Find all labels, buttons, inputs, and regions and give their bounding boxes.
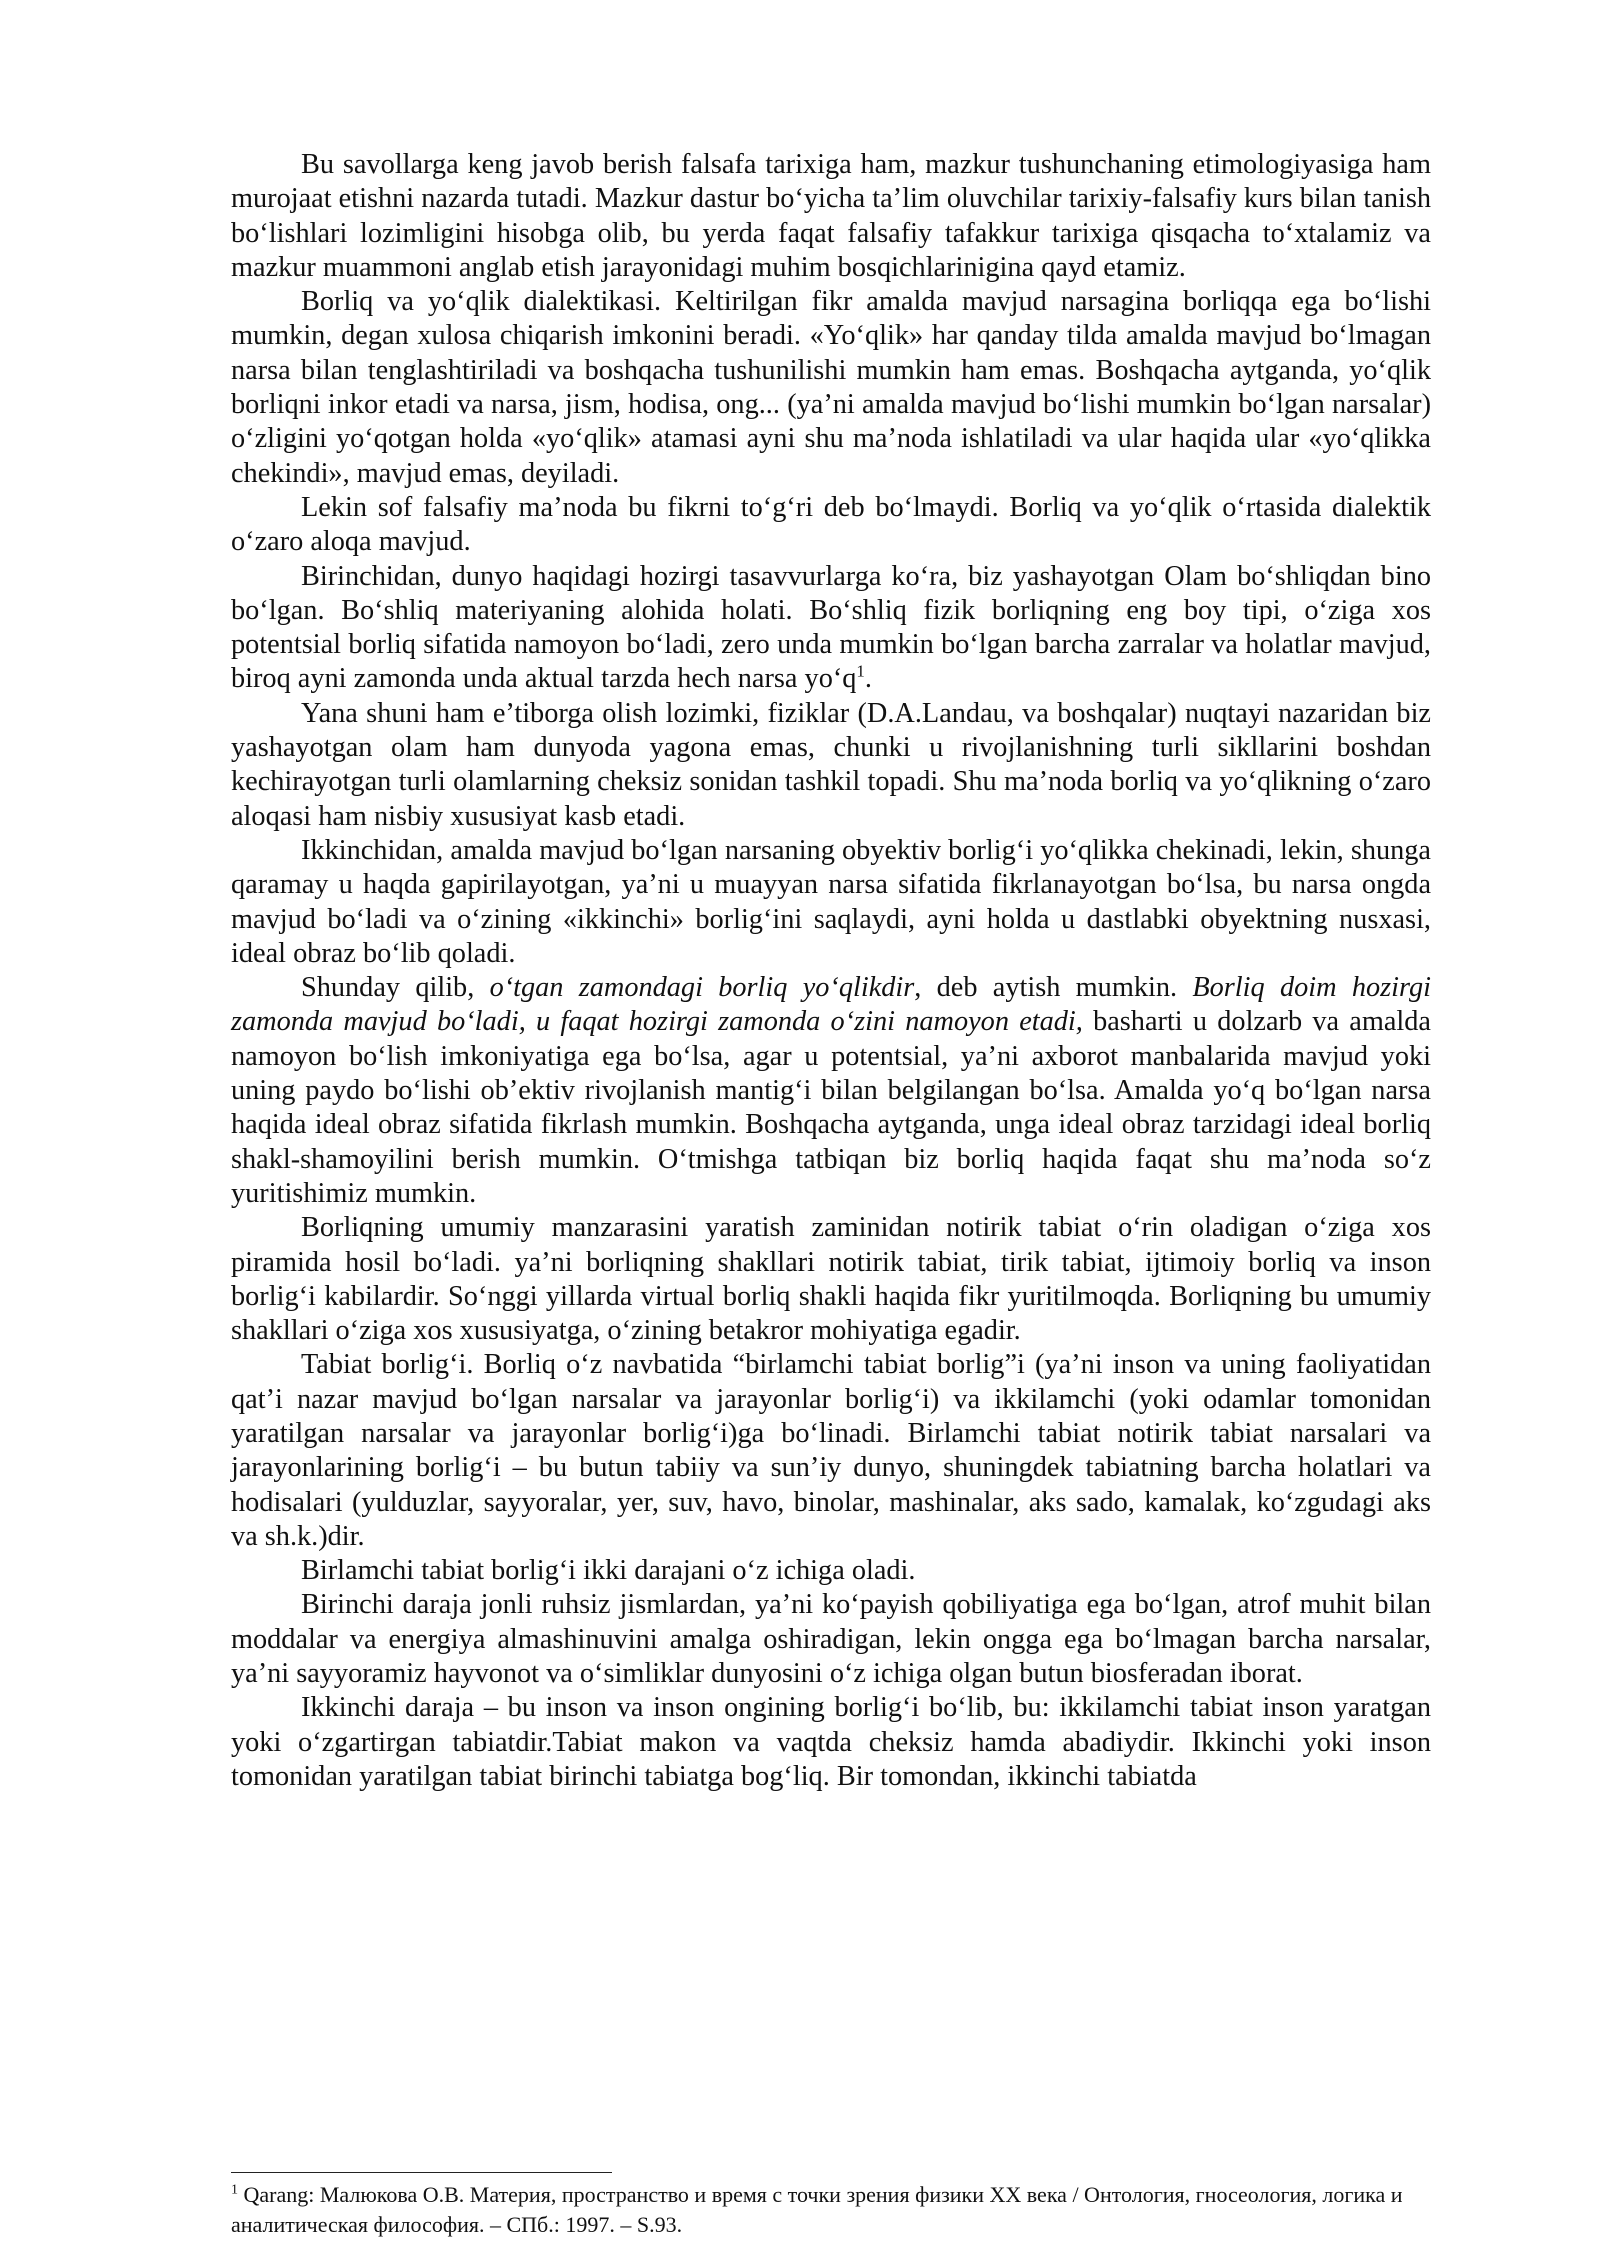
paragraph-text: basharti u dolzarb va amalda namoyon bo‘lish imkoniyatiga ega bo‘lsa, agar u potentsial, ya’ni axborot manbalarida mavjud yoki uning paydo bo‘lishi ob’ektiv rivojlanish mantig‘i bilan belgilangan bo‘lsa. Amalda yo‘q bo‘lgan narsa haqida ideal obraz sifatida fikrlash mumkin. Boshqacha aytganda, unga ideal obraz tarzidagi ideal borliq shakl-shamoyilini berish mumkin. O‘tmishga tatbiqan biz borliq haqida faqat shu ma’noda so‘z yuritishimiz mumkin. <box>231 1006 1431 1209</box>
paragraph-text: Tabiat borlig‘i. Borliq o‘z navbatida “birlamchi tabiat borlig”i (ya’ni inson va uning faoliyatidan qat’i nazar mavjud bo‘lgan narsalar va jarayonlar borlig‘i) va ikkilamchi (yoki odamlar tomonidan yaratilgan narsalar va jarayonlar borlig‘i)ga bo‘linadi. Birlamchi tabiat notirik tabiat narsalari va jarayonlarining borlig‘i – bu butun tabiiy va sun’iy dunyo, shuningdek tabiatning barcha holatlari va hodisalari (yulduzlar, sayyoralar, yer, suv, havo, binolar, mashinalar, aks sado, kamalak, ko‘zgudagi aks va sh.k.)dir. <box>231 1349 1431 1552</box>
paragraph <box>231 1588 1431 1691</box>
footnote-text: Qarang: Малюкова О.В. Материя, пространство и время с точки зрения физики ХХ века / Онтология, гносеология, логика и аналитическая философия. – СПб.: 1997. – S.93. <box>231 2182 1403 2237</box>
paragraph-text: Ikkinchi daraja – bu inson va inson ongining borlig‘i bo‘lib, bu: ikkilamchi tabiat inson yaratgan yoki o‘zgartirgan tabiatdir.Tabiat makon va vaqtda cheksiz hamda abadiydir. Ikkinchi yoki inson tomonidan yaratilgan tabiat birinchi tabiatga bog‘liq. Bir tomondan, ikkinchi tabiatda <box>231 1692 1431 1792</box>
paragraph <box>231 697 1431 834</box>
paragraph <box>231 491 1431 560</box>
paragraph <box>231 834 1431 971</box>
paragraph-text: Borliqning umumiy manzarasini yaratish zaminidan notirik tabiat o‘rin oladigan o‘ziga xos piramida hosil bo‘ladi. ya’ni borliqning shakllari notirik tabiat, tirik tabiat, ijtimoiy borliq va inson borlig‘i kabilardir. So‘nggi yillarda virtual borliq shakli haqida fikr yuritilmoqda. Borliqning bu umumiy shakllari o‘ziga xos xususiyatga, o‘zining betakror mohiyatiga egadir. <box>231 1212 1431 1347</box>
paragraph-text: Yana shuni ham e’tiborga olish lozimki, fiziklar (D.A.Landau, va boshqalar) nuqtayi nazaridan biz yashayotgan olam ham dunyoda yagona emas, chunki u rivojlanishning turli sikllarini boshdan kechirayotgan turli olamlarning cheksiz sonidan tashkil topadi. Shu ma’noda borliq va yo‘qlikning o‘zaro aloqasi ham nisbiy xususiyat kasb etadi. <box>231 697 1431 832</box>
footnote-reference: 1 <box>856 662 865 682</box>
paragraph <box>231 1348 1431 1554</box>
paragraph-text: Ikkinchidan, amalda mavjud bo‘lgan narsaning obyektiv borlig‘i yo‘qlikka chekinadi, lekin, shunga qaramay u haqda gapirilayotgan, ya’ni u muayyan narsa sifatida fikrlanayotgan bo‘lsa, bu narsa ongda mavjud bo‘ladi va o‘zining «ikkinchi» borlig‘ini saqlaydi, ayni holda u dastlabki obyektning nusxasi, ideal obraz bo‘lib qoladi. <box>231 834 1431 969</box>
italic-text: o‘tgan zamondagi borliq yo‘qlikdir <box>489 972 915 1004</box>
paragraph <box>231 148 1431 285</box>
paragraph <box>231 1211 1431 1348</box>
paragraph-text: Borliq va yo‘qlik dialektikasi. Keltirilgan fikr amalda mavjud narsagina borliqqa ega bo‘lishi mumkin, degan xulosa chiqarish imkonini beradi. «Yo‘qlik» har qanday tilda amalda mavjud bo‘lmagan narsa bilan tenglashtiriladi va boshqacha tushunilishi mumkin ham emas. Boshqacha aytganda, yo‘qlik borliqni inkor etadi va narsa, jism, hodisa, ong... (ya’ni amalda mavjud bo‘lishi mumkin bo‘lgan narsalar) o‘zligini yo‘qotgan holda «yo‘qlik» atamasi ayni shu ma’noda ishlatiladi va ular haqida ular «yo‘qlikka chekindi», mavjud emas, deyiladi. <box>231 286 1431 489</box>
footnote <box>231 2180 1431 2240</box>
document-page <box>231 148 1431 1794</box>
italic-text: Borliq doim hozirgi zamonda mavjud bo‘ladi, u faqat hozirgi zamonda o‘zini namoyon etadi, <box>231 972 1431 1038</box>
paragraph-text: Bu savollarga keng javob berish falsafa tarixiga ham, mazkur tushunchaning etimologiyasiga ham murojaat etishni nazarda tutadi. Mazkur dastur bo‘yicha ta’lim oluvchilar tarixiy-falsafiy kurs bilan tanish bo‘lishlari lozimligini hisobga olib, bu yerda faqat falsafiy tafakkur tarixiga qisqacha to‘xtalamiz va mazkur muammoni anglab etish jarayonidagi muhim bosqichlarinigina qayd etamiz. <box>231 149 1431 283</box>
paragraph-text: Birinchidan, dunyo haqidagi hozirgi tasavvurlarga ko‘ra, biz yashayotgan Olam bo‘shliqdan bino bo‘lgan. Bo‘shliq materiyaning alohida holati. Bo‘shliq fizik borliqning eng boy tipi, o‘ziga xos potentsial borliq sifatida namoyon bo‘ladi, zero unda mumkin bo‘lgan barcha zarralar va holatlar mavjud, biroq ayni zamonda unda aktual tarzda hech narsa yo‘q <box>231 560 1431 695</box>
paragraph-text: Lekin sof falsafiy ma’noda bu fikrni to‘g‘ri deb bo‘lmaydi. Borliq va yo‘qlik o‘rtasida dialektik o‘zaro aloqa mavjud. <box>231 491 1431 558</box>
paragraph-text: Shunday qilib, <box>301 972 490 1004</box>
paragraph-text: . <box>864 663 872 695</box>
paragraph <box>231 1691 1431 1794</box>
paragraph-text: , deb aytish mumkin. <box>914 972 1193 1004</box>
paragraph <box>231 1554 1431 1588</box>
paragraph <box>231 285 1431 491</box>
paragraph <box>231 971 1431 1211</box>
footnote-divider <box>231 2172 612 2173</box>
footnote-marker: 1 <box>231 2182 238 2198</box>
paragraph-text: Birinchi daraja jonli ruhsiz jismlardan, ya’ni ko‘payish qobiliyatiga ega bo‘lgan, atrof muhit bilan moddalar va energiya almashinuvini amalga oshiradigan, lekin ongga ega bo‘lmagan barcha narsalar, ya’ni sayyoramiz hayvonot va o‘simliklar dunyosini o‘z ichiga olgan butun biosferadan iborat. <box>231 1589 1431 1690</box>
paragraph <box>231 560 1431 697</box>
paragraph-text: Birlamchi tabiat borlig‘i ikki darajani o‘z ichiga oladi. <box>301 1555 916 1587</box>
